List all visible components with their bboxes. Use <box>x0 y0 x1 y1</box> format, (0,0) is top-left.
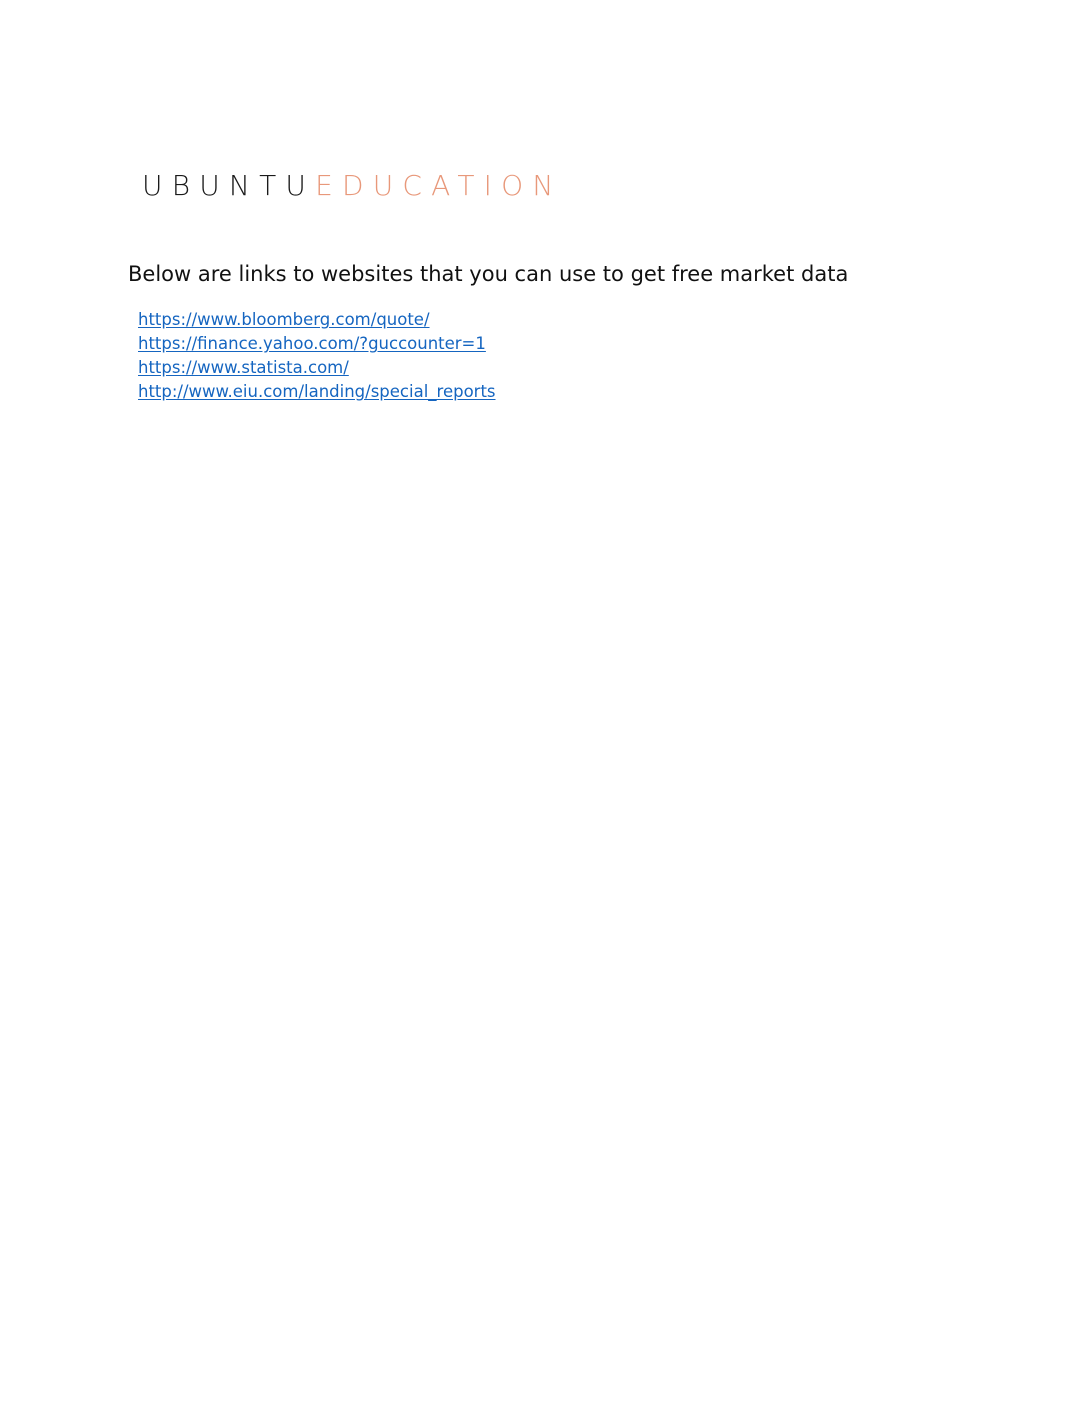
list-item <box>138 308 496 332</box>
link-list <box>138 308 496 404</box>
ubuntu-education-logo <box>142 168 563 204</box>
logo-word-ubuntu: UBUNTU <box>142 169 316 202</box>
list-item <box>138 356 496 380</box>
bloomberg-link[interactable]: https://www.bloomberg.com/quote/ <box>138 310 430 329</box>
logo-word-education: EDUCATION <box>315 169 563 202</box>
list-item <box>138 380 496 404</box>
statista-link[interactable]: https://www.statista.com/ <box>138 358 349 377</box>
list-item <box>138 332 496 356</box>
yahoo-finance-link[interactable]: https://finance.yahoo.com/?guccounter=1 <box>138 334 486 353</box>
intro-text: Below are links to websites that you can use to get free market data <box>128 262 849 286</box>
eiu-link[interactable]: http://www.eiu.com/landing/special_reports <box>138 382 496 401</box>
